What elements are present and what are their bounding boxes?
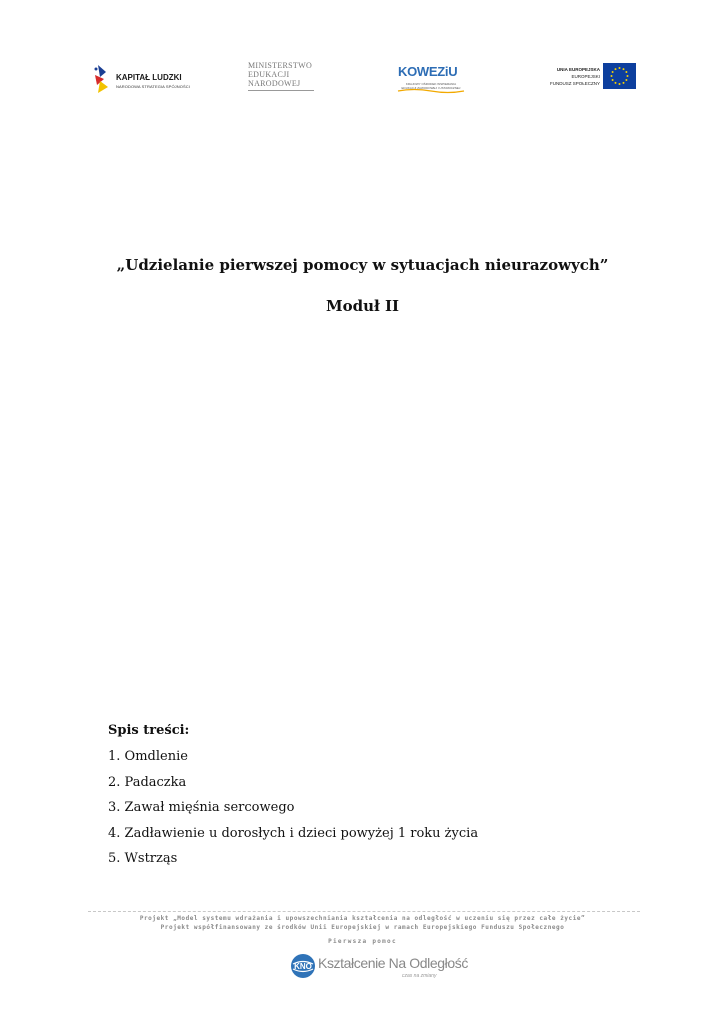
kno-globe-icon <box>290 953 316 979</box>
toc-list <box>108 748 478 876</box>
men-line-3: NARODOWEJ <box>248 79 301 88</box>
eu-line-3: FUNDUSZ SPOŁECZNY <box>549 81 600 86</box>
eu-line-2: EUROPEJSKI <box>571 74 600 79</box>
toc-item: 1. Omdlenie <box>108 749 188 764</box>
toc-heading: Spis treści: <box>108 723 190 738</box>
kno-text: Kształcenie Na Odległość <box>318 955 468 971</box>
kno-logo <box>290 951 468 985</box>
toc-item: 2. Padaczka <box>108 774 187 790</box>
kno-subtitle: czas na zmiany <box>402 973 437 979</box>
toc-item: 4. Zadławienie u dorosłych i dzieci powyżej 1 roku życia <box>108 825 479 841</box>
module-title: Moduł II <box>325 297 400 315</box>
eu-flag-icon <box>603 63 636 89</box>
eu-logo <box>546 62 638 90</box>
footer-project-line-1: Projekt „Model systemu wdrażania i upowszechniania kształcenia na odległość w uczeniu się przez całe życie” <box>139 915 586 922</box>
men-underline <box>248 90 314 91</box>
toc-item: 3. Zawał mięśnia sercowego <box>108 800 295 815</box>
kapital-ludzki-emblem-icon <box>92 63 112 95</box>
men-line-2: EDUKACJI <box>248 70 290 79</box>
kapital-ludzki-subtitle: NARODOWA STRATEGIA SPÓJNOŚCI <box>116 84 190 89</box>
kapital-ludzki-title: KAPITAŁ LUDZKI <box>116 73 182 82</box>
koweziu-wave-icon <box>396 88 466 94</box>
eu-line-1: UNIA EUROPEJSKA <box>556 67 600 72</box>
koweziu-logo <box>396 62 480 96</box>
men-line-1: MINISTERSTWO <box>248 61 313 70</box>
footer-divider <box>88 911 640 912</box>
footer-course-name: Pierwsza pomoc <box>328 938 397 945</box>
kno-mark: KNO <box>294 962 312 971</box>
kapital-ludzki-logo <box>92 63 202 95</box>
men-logo <box>248 61 320 95</box>
document-title: „Udzielanie pierwszej pomocy w sytuacjach nieurazowych” <box>116 256 609 274</box>
eu-stars-icon <box>603 63 636 89</box>
koweziu-subtitle: KRAJOWY OŚRODEK WSPIERANIA EDUKACJI ZAWODOWEJ I USTAWICZNEJ <box>401 82 461 90</box>
toc-item: 5. Wstrząs <box>108 851 178 866</box>
koweziu-wordmark: KOWEZiU <box>398 64 458 79</box>
footer-project-line-2: Projekt współfinansowany ze środków Unii Europejskiej w ramach Europejskiego Funduszu Społecznego <box>160 924 565 931</box>
